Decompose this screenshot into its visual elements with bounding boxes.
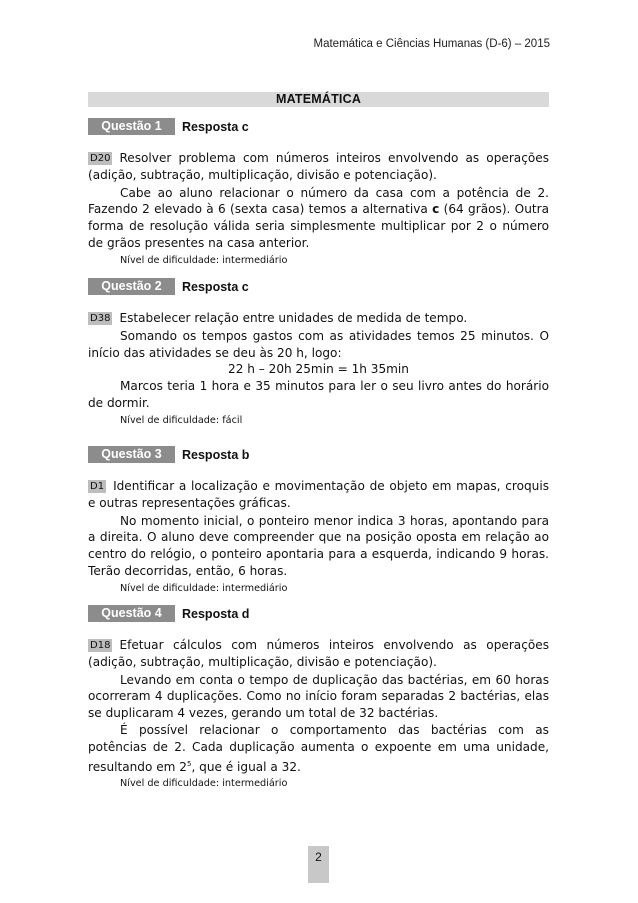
question-2-explanation: Somando os tempos gastos com as atividades temos 25 minutos. O início das atividades se deu às 20 h, logo:	[88, 328, 549, 360]
difficulty-level: Nível de dificuldade: intermediário	[120, 778, 288, 790]
question-1-skill	[88, 150, 549, 184]
skill-text: Resolver problema com números inteiros envolvendo as operações (adição, subtração, multiplicação, divisão e potenciação).	[88, 151, 549, 182]
question-4-answer: Resposta d	[182, 606, 250, 621]
question-2-answer: Resposta c	[182, 279, 249, 294]
difficulty-level: Nível de dificuldade: fácil	[120, 414, 243, 426]
skill-text: Identificar a localização e movimentação de objeto em mapas, croquis e outras representações gráficas.	[88, 479, 549, 510]
question-4	[88, 605, 549, 791]
question-4-header	[88, 605, 549, 622]
difficulty-level: Nível de dificuldade: intermediário	[120, 582, 288, 594]
question-2-header	[88, 278, 549, 295]
descriptor-tag: D18	[90, 640, 111, 651]
question-1-explanation	[88, 185, 549, 252]
descriptor-tag: D1	[90, 481, 105, 492]
question-2	[88, 278, 549, 428]
difficulty-level: Nível de dificuldade: intermediário	[120, 254, 288, 266]
skill-text: Estabelecer relação entre unidades de medida de tempo.	[119, 311, 468, 325]
question-2-skill	[88, 310, 549, 327]
question-3-header	[88, 446, 549, 463]
question-4-conclusion	[88, 722, 549, 775]
question-2-label: Questão 2	[88, 278, 175, 295]
question-4-label: Questão 4	[88, 605, 175, 622]
question-3	[88, 446, 549, 596]
descriptor-tag: D20	[90, 153, 111, 164]
exponent: 5	[186, 759, 192, 768]
question-1	[88, 118, 549, 268]
question-4-skill	[88, 637, 549, 671]
question-3-label: Questão 3	[88, 446, 175, 463]
conclusion-text: , que é igual a 32.	[191, 759, 301, 774]
question-4-explanation: Levando em conta o tempo de duplicação das bactérias, em 60 horas ocorreram 4 duplicações. Como no início foram separadas 2 bactérias, elas se duplicaram 4 vezes, gerando um total de 32 bactérias.	[88, 672, 549, 721]
question-1-label: Questão 1	[88, 118, 175, 135]
explanation-text: (64 grãos). Outra forma de resolução válida seria simplesmente multiplicar por 2 o número de grãos presentes na casa anterior.	[88, 202, 549, 250]
question-1-header	[88, 118, 549, 135]
question-3-skill	[88, 478, 549, 512]
answer-letter: c	[432, 202, 440, 217]
explanation-text: Cabe ao aluno relacionar o número da casa com a potência de 2. Fazendo 2 elevado à 6 (sexta casa) temos a alternativa	[88, 185, 549, 217]
section-title: MATEMÁTICA	[88, 92, 549, 107]
skill-text: Efetuar cálculos com números inteiros envolvendo as operações (adição, subtração, multiplicação, divisão e potenciação).	[88, 638, 549, 669]
question-3-answer: Resposta b	[182, 447, 250, 462]
running-header: Matemática e Ciências Humanas (D-6) – 2015	[313, 38, 550, 50]
question-1-answer: Resposta c	[182, 119, 249, 134]
descriptor-tag: D38	[90, 313, 111, 324]
page-number: 2	[308, 846, 329, 883]
time-formula: 22 h – 20h 25min = 1h 35min	[228, 362, 409, 377]
question-2-conclusion: Marcos teria 1 hora e 35 minutos para ler o seu livro antes do horário de dormir.	[88, 379, 549, 410]
conclusion-text: É possível relacionar o comportamento das bactérias com as potências de 2. Cada duplicação aumenta o expoente em uma unidade, resultando em 2	[88, 722, 549, 774]
question-3-explanation: No momento inicial, o ponteiro menor indica 3 horas, apontando para a direita. O aluno deve compreender que na posição oposta em relação ao centro do relógio, o ponteiro apontaria para a esquerda, indicando 9 horas. Terão decorridas, então, 6 horas.	[88, 513, 549, 578]
